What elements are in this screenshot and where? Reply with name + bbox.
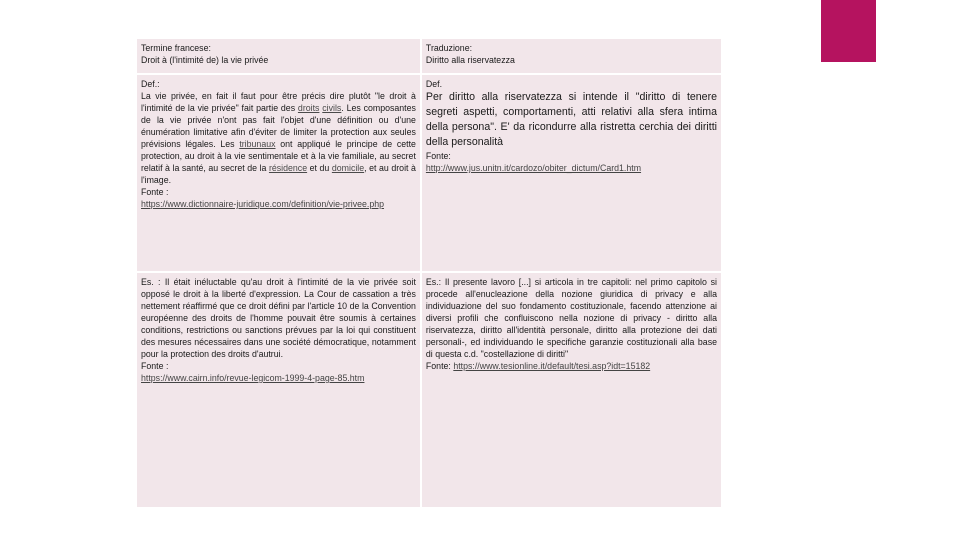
italian-example-text: Es.: Il presente lavoro [...] si articola in tre capitoli: nel primo capitolo si procede all'enucleazione della nozione giuridica di privacy e alla individuazione del suo fondamento costituzionale, facendo attenzione ai diversi profili che confluiscono nella nozione di privacy - diritto alla riservatezza, diritto all'identità personale, diritto alla protezione dei dati personali-, ed individuando le specifiche garanzie costituzionali alla base di questa c.d. "costellazione di diritti" — [425, 277, 717, 359]
link-domicile[interactable]: domicile — [331, 163, 365, 173]
french-example-cell — [136, 272, 421, 508]
terminology-table — [135, 37, 723, 509]
definition-text-segment: ont appliqué le principe de cette protection, au droit à la vie sentimentale et à la vie familiale, au secret relatif à la santé, au secret de la — [141, 139, 416, 173]
italian-definition-source-link[interactable]: http://www.jus.unitn.it/cardozo/obiter_dictum/Card1.htm — [425, 163, 642, 173]
link-residence[interactable]: résidence — [268, 163, 308, 173]
french-definition-source-label: Fonte : — [141, 187, 169, 197]
italian-example-source-link[interactable]: https://www.tesionline.it/default/tesi.asp?idt=15182 — [453, 361, 651, 371]
italian-definition-label: Def. — [425, 79, 443, 89]
french-term-cell — [136, 38, 421, 74]
italian-example-cell — [421, 272, 722, 508]
link-tribunaux[interactable]: tribunaux — [239, 139, 276, 149]
table-row-example — [136, 272, 722, 508]
definition-text-segment: . Les composantes de la vie privée n'ont pas fait l'objet d'une définition ou d'une énumération limitative afin d'éviter de limiter la protection aux seules prévisions légales. Les — [141, 103, 416, 149]
italian-example-source-label: Fonte: — [425, 361, 451, 371]
translation-value: Diritto alla riservatezza — [425, 55, 515, 65]
italian-definition-source-label: Fonte: — [425, 151, 451, 161]
link-civils[interactable]: civils — [322, 103, 342, 113]
french-example-source-label: Fonte : — [141, 361, 169, 371]
french-term-label: Termine francese: — [141, 43, 211, 53]
italian-example-source — [426, 360, 717, 372]
french-definition-source-link[interactable]: https://www.dictionnaire-juridique.com/definition/vie-privee.php — [141, 199, 385, 209]
definition-text-segment: , et au droit à l'image. — [141, 163, 416, 185]
table-row-term — [136, 38, 722, 74]
definition-text-segment: La vie privée, en fait il faut pour être précis dire plutôt "le droit à l'intimité de la vie privée" fait partie des — [141, 91, 416, 113]
french-definition-label: Def.: — [141, 79, 160, 89]
table-row-definition — [136, 74, 722, 272]
french-example-source-link[interactable]: https://www.cairn.info/revue-legicom-1999-4-page-85.htm — [141, 373, 365, 383]
french-term-value: Droit à (l'intimité de) la vie privée — [141, 55, 269, 65]
french-example-text: Es. : Il était inéluctable qu'au droit à l'intimité de la vie privée soit opposé le droit à la liberté d'expression. La Cour de cassation a très nettement réaffirmé que ce droit défini par l'article 10 de la Convention européenne des droits de l'homme pouvait être soumis à certaines conditions, restrictions ou sanctions prévues par la loi qui constituent des mesures nécessaires dans une société démocratique, notamment pour la protection des droits d'autrui. — [141, 277, 416, 359]
french-definition-text — [141, 90, 416, 186]
italian-definition-text: Per diritto alla riservatezza si intende il "diritto di tenere segreti aspetti, comportamenti, atti relativi alla sfera intima della persona". E' da ricondurre alla ristretta cerchia dei diritti della personalità — [425, 91, 717, 148]
link-droits[interactable]: droits — [297, 103, 320, 113]
translation-label: Traduzione: — [425, 43, 473, 53]
italian-definition-cell — [421, 74, 722, 272]
definition-text-segment: et du — [307, 163, 332, 173]
translation-cell — [421, 38, 722, 74]
french-definition-cell — [136, 74, 421, 272]
accent-bar — [821, 0, 876, 62]
